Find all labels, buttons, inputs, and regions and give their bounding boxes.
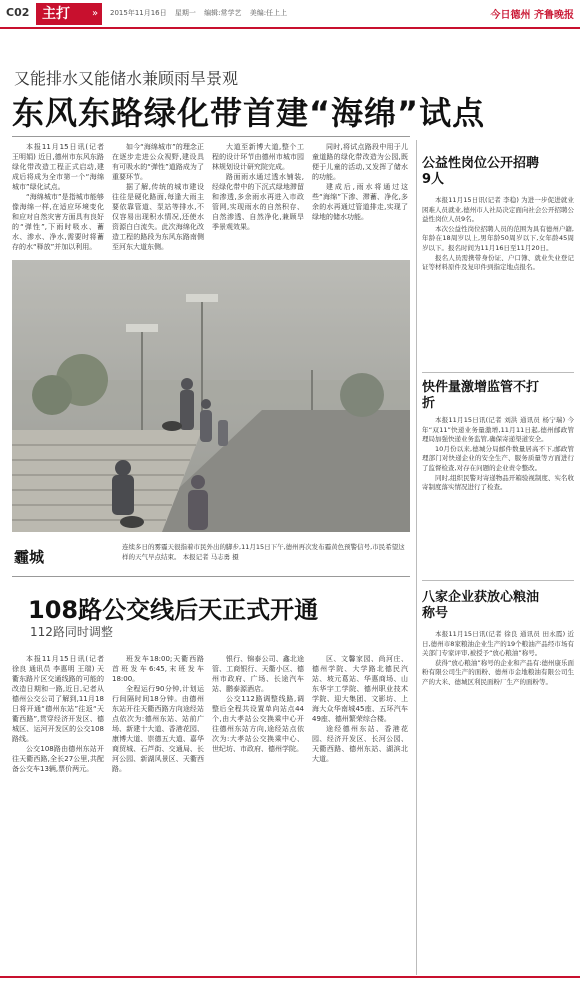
smog-street-photo [12,260,410,532]
paragraph: 全程运行90分钟,计划运行间隔时间18分钟。由德州东站开往天衢西路方向途经站点依次为:德州东站、站前广场、新建十大道、香港花园、康博大道、崇德五大道、嘉华商贸城、石芦街、交通局、长河公园、新湖风景区、天衢西路。 [112,685,204,773]
paragraph: 据了解,传统的城市建设往往是硬化路面,每逢大雨主要依靠管道、泵站等排水,不仅容易出现积水情况,还使水资源白白流失。此次海绵化改造工程的路段为东风东路南侧至河东大道东侧。 [112,183,204,251]
sidebar-story-grain [422,630,574,970]
headline-divider [12,136,410,137]
main-story-column-3 [212,142,304,254]
page-number: C02 [6,6,30,19]
photo-illustration [12,260,410,532]
bus-story-column-1 [12,654,104,970]
paragraph: 本报11月15日讯(记者 徐良 通讯员 李惠明 王瑞) 天衢东路片区交通线路的可能的改造日期和一路,近日,记者从德州公交公司了解到,11月18日将开通“德州东站”往返“天衢西路”,贯穿经济开发区、德城区、运河开发区的公交108路线。 [12,655,104,743]
paragraph: 本报11月15日讯(记者 刘洪 通讯员 杨宁瑞) 今年“双11”快递业务量激增,11月11日起,德州邮政管理局加强快递业务监管,确保寄递渠道安全。 [422,416,574,444]
paragraph: 同时,组织民警对寄递物品开箱验视制度、实名收寄制度落实情况进行了检查。 [422,473,574,492]
paragraph: 公交108路由德州东站开往天衢西路,全长27公里,共配备公交车13辆,票价两元。 [12,745,104,773]
paragraph: 获得“放心粮油”称号的企业和产品有:德州康乐面粉有限公司生产的面粉、德州市金地粮油有限公司生产的大米、德城区利民面粉厂生产的面粉等。 [422,658,574,686]
designer-credit: 美编:任上上 [249,9,288,17]
footer-divider [0,976,580,978]
sidebar-divider [422,580,574,581]
sidebar-headline-jobs: 公益性岗位公开招聘9人 [422,156,540,187]
paragraph: 本报11月15日讯(记者 徐良 通讯员 田永霞) 近日,德州市8家粮油企业生产的19个粮油产品经市场有关部门专家评审,被授予“放心粮油”称号。 [422,630,574,658]
main-headline: 东风东路绿化带首建“海绵”试点 [12,94,486,132]
paragraph: 同时,将试点路段中用于儿童道路的绿化带改造为公园,既便于儿童的活动,又发挥了储水的功能。 [312,143,408,181]
main-kicker: 又能排水又能储水兼顾雨旱景观 [14,69,239,88]
paragraph: 报名人员需携带身份证、户口簿、就业失业登记证等材料原件及复印件到指定地点报名。 [422,253,574,272]
paragraph: 路面雨水通过透水铺装,经绿化带中的下沉式绿地滞留和渗透,多余雨水再进入市政管网,实现雨水的自然积存、自然渗透、自然净化,兼顾旱季景观效果。 [212,173,304,231]
newspaper-logo: 今日德州 齐鲁晚报 [490,10,574,21]
main-story-column-4 [312,142,408,254]
paragraph: 本报11月15日讯(记者 李稳) 为进一步促进就业困难人员就业,德州市人社局决定面向社会公开招聘公益性岗位人员9名。 [422,196,574,224]
photo-caption [12,538,410,572]
paragraph: 公交112路调整线路,调整后全程共设置单向站点44个,由大孝站公交换乘中心开往德州东站方向,途经站点依次为:大孝站公交换乘中心、世纪坊、市政府、德州学院。 [212,695,304,753]
page-meta [110,8,293,18]
issue-weekday: 星期一 [174,9,196,17]
sidebar-story-express [422,416,574,576]
paragraph: 银行、锦泰公司、鑫北途管、工商银行、天衢小区、德州市政府、广场、长途汽车站、鹏泰源酒店。 [212,655,304,693]
photo-caption-label: 霾城 [14,548,45,566]
section-label: 主打 [36,3,88,25]
paragraph: 大道至新博大道,整个工程的设计环节由德州市城市园林规划设计研究院完成。 [212,143,304,171]
sidebar-divider [422,372,574,373]
paragraph: 区、文馨家园、尚河庄、德州学院、大学路北德民汽站、坡元葛站、华惠商场、山东华宇工学院、德州职业技术学院、迎大集团、文影坊、上海大众华南城45座、五环汽车49座、德州繁荣综合楼。 [312,655,408,723]
sidebar-headline-grain: 八家企业获放心粮油称号 [422,590,540,621]
paragraph: 如今“海绵城市”的理念正在逐步走进公众视野,建设具有可吸水的“弹性”道路成为了重要环节。 [112,143,204,181]
bus-story-column-2 [112,654,204,970]
paragraph: 本报11月15日讯(记者 王明娟) 近日,德州市东风东路绿化带改造工程正式启动,建成后将成为全市第一个“海绵城市”绿化试点。 [12,143,104,191]
bus-headline: 108路公交线后天正式开通 [28,596,319,624]
issue-date: 2015年11月16日 [110,9,167,17]
header-divider [0,27,580,29]
sidebar-headline-express: 快件量激增监管不打折 [422,380,540,411]
paragraph: 本次公益性岗位招聘人员的范围为具有德州户籍,年龄在18周岁以上,男年龄50周岁以下,女年龄45周岁以下。报名时间为11月16日至11月20日。 [422,224,574,252]
main-story-column-1 [12,142,104,254]
paragraph: 途经德州东站、香港花园、经济开发区、长河公园、天衢西路、德州东站、湖滨北大道。 [312,725,408,763]
section-divider [12,576,410,577]
bus-story-column-3 [212,654,304,970]
chevron-right-icon: » [88,3,102,25]
paragraph: 建成后,雨水将通过这些“海绵”下渗、滞蓄、净化,多余的水再通过管道排走,实现了绿地的储水功能。 [312,183,408,221]
paragraph: 10月份以来,德城分局邮件数量居高不下,邮政管理部门对快递企业的安全生产、服务质量等方面进行了监督检查,对存在问题的企业责令整改。 [422,444,574,472]
column-divider [416,140,417,975]
bus-story-column-4 [312,654,408,970]
paragraph: 班发车18:00;天衢西路首班发车6:45,末班发车18:00。 [112,655,204,683]
bus-subtitle: 112路同时调整 [30,625,113,639]
page-header [0,0,580,28]
main-story-column-2 [112,142,204,254]
sidebar-story-jobs [422,196,574,372]
paragraph: “海绵城市”是指城市能够像海绵一样,在适应环境变化和应对自然灾害方面具有良好的“弹性”,下雨时吸水、蓄水、渗水、净水,需要时将蓄存的水“释放”并加以利用。 [12,193,104,251]
photo-caption-text: 连续多日的雾霾天很指着市民外出的脚步,11月15日下午,德州再次发布霾黄色预警信号,市民希望这样的天气早点结束。 本报记者 马志勇 摄 [122,543,405,561]
editor-credit: 编辑:常学艺 [204,9,242,17]
